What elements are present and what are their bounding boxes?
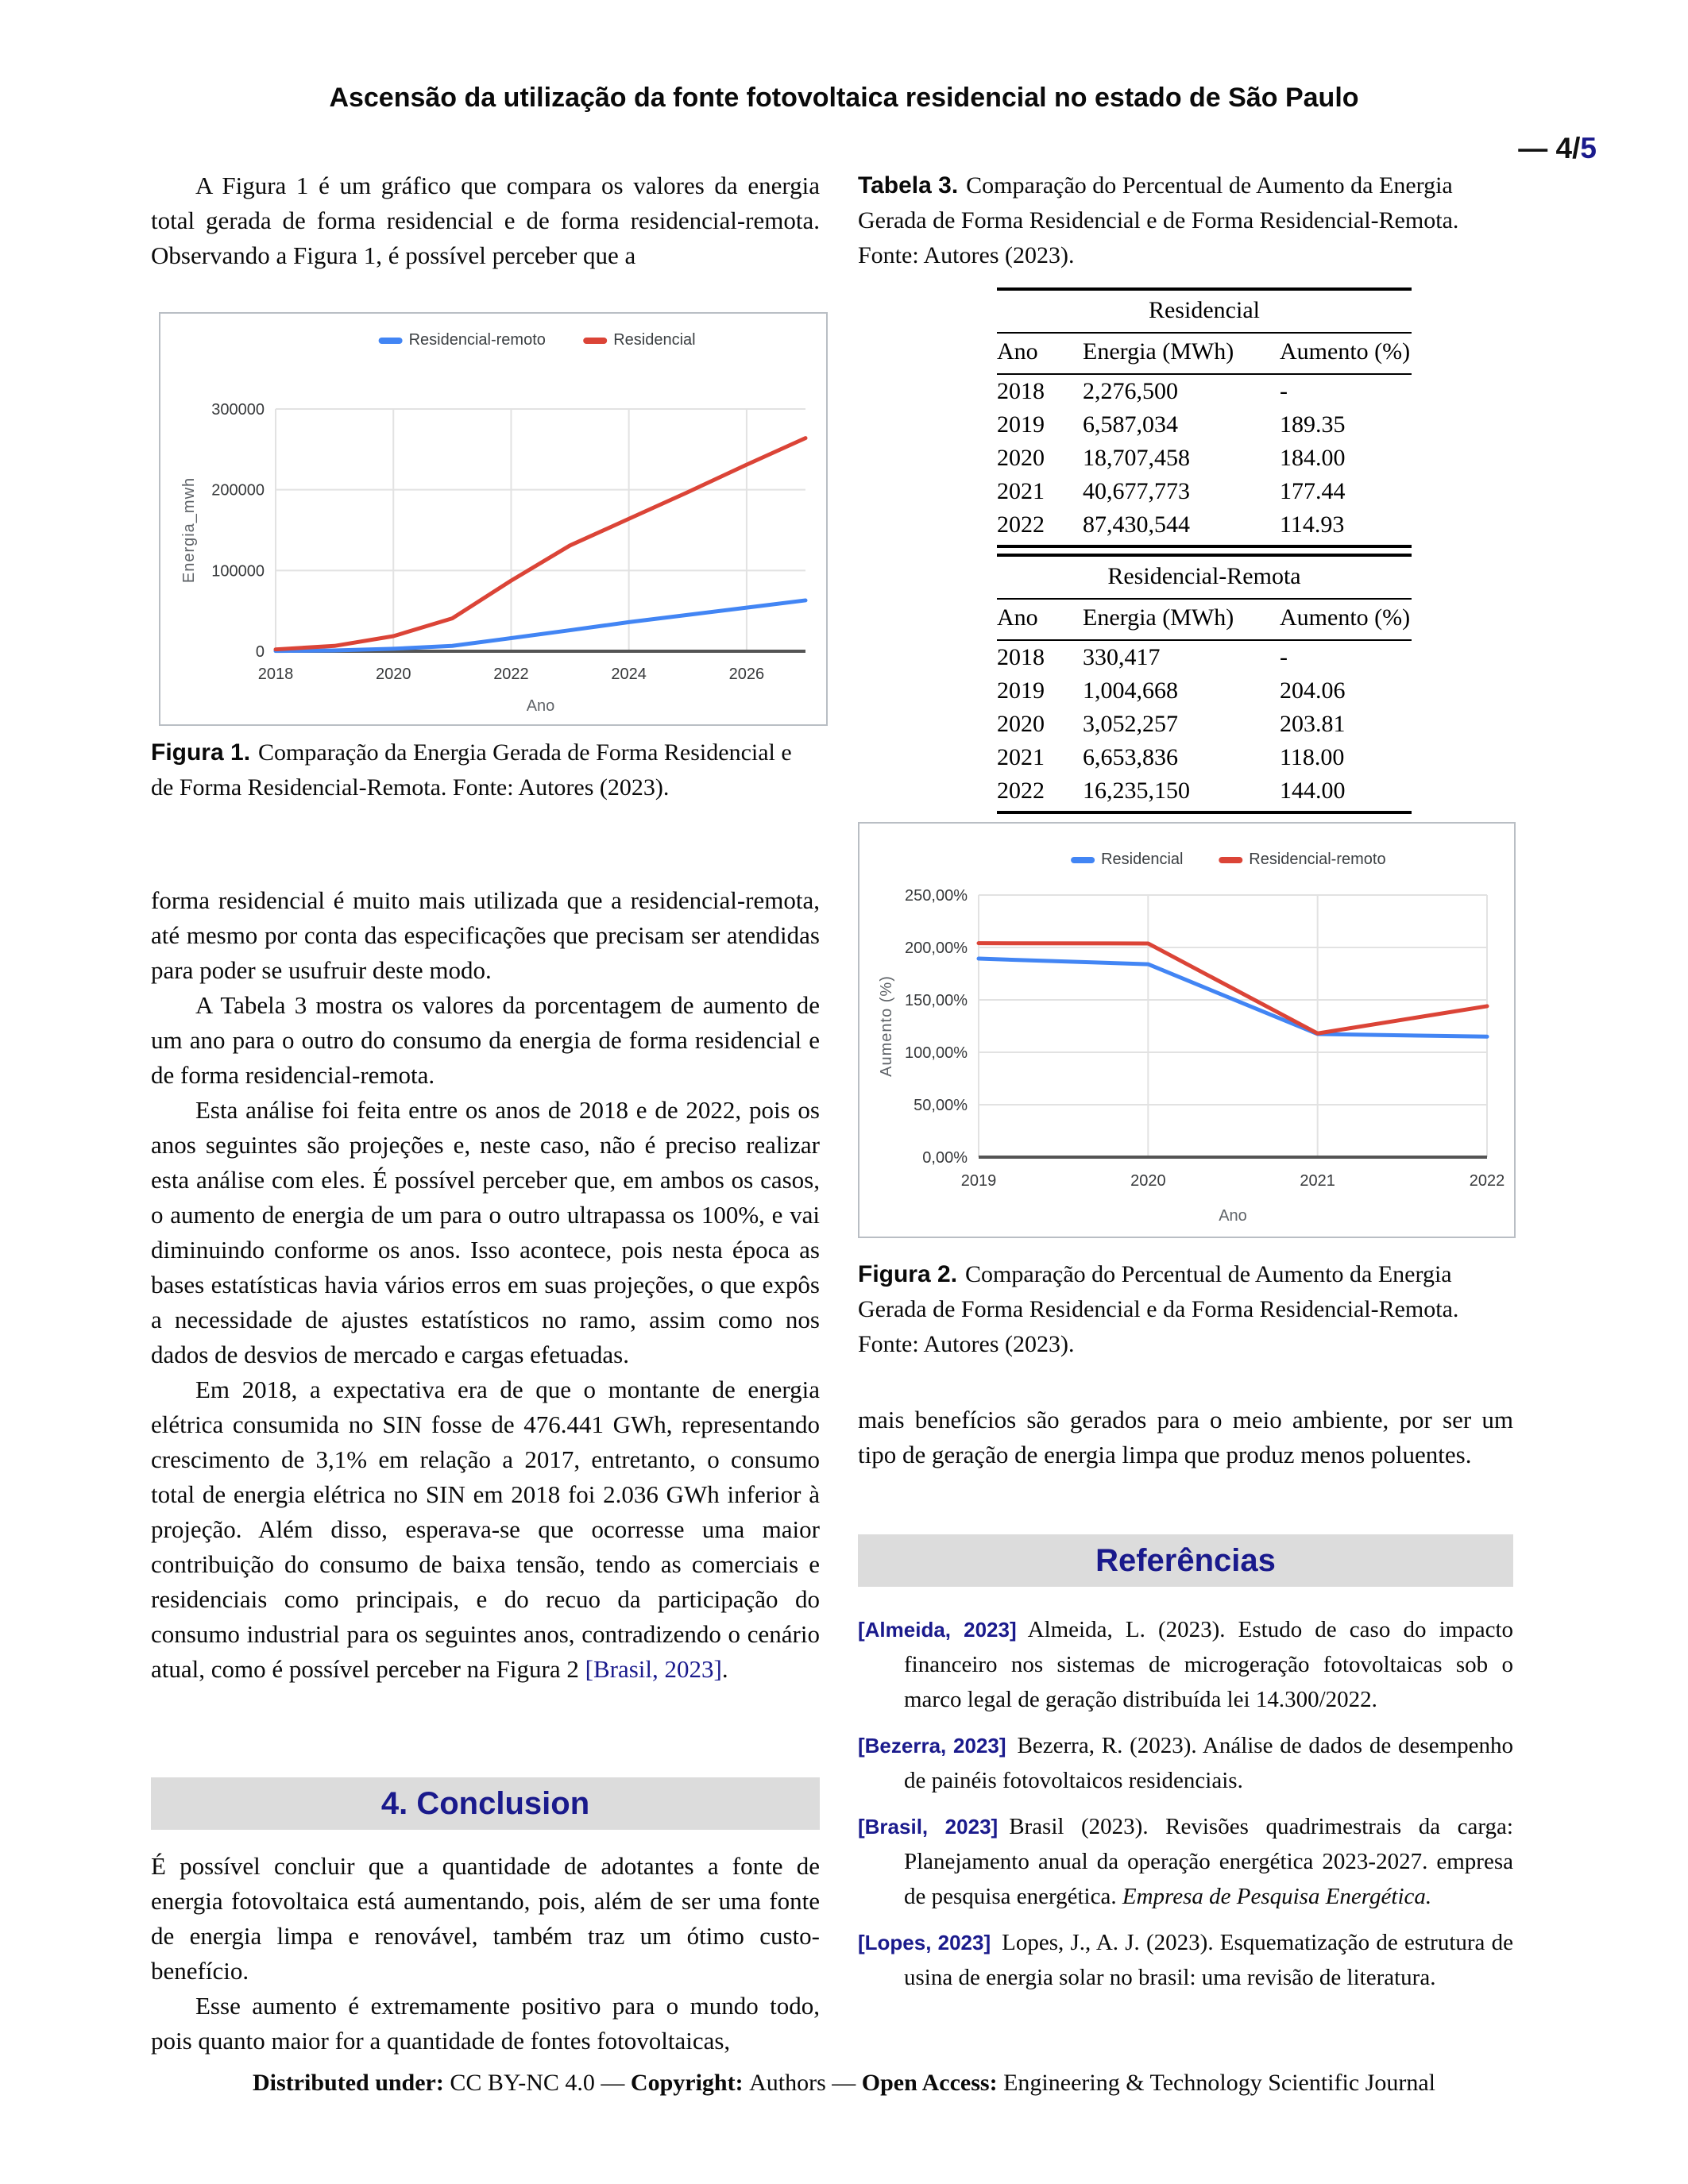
table-cell: 118.00: [1280, 744, 1345, 770]
svg-text:Ano: Ano: [1219, 1207, 1247, 1225]
table-cell: 18,707,458: [1083, 445, 1190, 471]
table-cell: 40,677,773: [1083, 478, 1190, 504]
paragraph: A Figura 1 é um gráfico que compara os valores da energia total gerada de forma residencial e de forma residencial-remota. Observando a Figura 1, é possível perceber que a: [151, 172, 820, 269]
table-section-title: Residencial: [997, 291, 1412, 334]
table-section: [997, 287, 1412, 548]
table-header-row: [997, 334, 1412, 375]
reference-text: Bezerra, R. (2023). Análise de dados de desempenho de painéis fotovoltaicos residenciais.: [904, 1733, 1513, 1793]
table-cell: Ano: [997, 338, 1038, 365]
footer-text: CC BY-NC 4.0 —: [450, 2070, 631, 2096]
reference-text: Lopes, J., A. J. (2023). Esquematização de estrutura de usina de energia solar no brasil: uma revisão de literatura.: [904, 1930, 1514, 1990]
conclusion-heading: 4. Conclusion: [380, 1785, 590, 1821]
references-heading: Referências: [1095, 1542, 1276, 1578]
table-cell: 6,653,836: [1083, 744, 1178, 770]
paragraph: mais benefícios são gerados para o meio ambiente, por ser um tipo de geração de energia limpa que produz menos poluentes.: [858, 1406, 1513, 1468]
table-cell: 184.00: [1280, 445, 1346, 471]
paragraph: É possível concluir que a quantidade de adotantes a fonte de energia fotovoltaica está aumentando, pois, além de ser uma fonte de energia limpa e renovável, também traz um ótimo custo-benefício.: [151, 1852, 820, 1985]
svg-text:2018: 2018: [257, 666, 294, 683]
table-cell: Aumento (%): [1280, 604, 1411, 631]
table-cell: 2021: [997, 744, 1045, 770]
footer-line: [0, 2070, 1688, 2097]
table-cell: -: [1280, 378, 1288, 404]
svg-text:2020: 2020: [375, 666, 411, 683]
svg-text:Residencial: Residencial: [1101, 851, 1184, 868]
figure2-caption-text: Comparação do Percentual de Aumento da Energia Gerada de Forma Residencial e da Forma Residencial-Remota. Fonte: Autores (2023).: [858, 1261, 1459, 1357]
table-cell: 114.93: [1280, 511, 1345, 538]
svg-text:300000: 300000: [211, 401, 265, 419]
table-row: [997, 375, 1412, 408]
paragraph: A Tabela 3 mostra os valores da porcentagem de aumento de um ano para o outro do consumo da energia de forma residencial e de forma residencial-remota.: [151, 991, 820, 1089]
footer-text: Engineering & Technology Scientific Journal: [1003, 2070, 1435, 2096]
svg-text:2022: 2022: [1469, 1172, 1505, 1190]
table-cell: 2019: [997, 411, 1045, 438]
figure1-caption-text: Comparação da Energia Gerada de Forma Residencial e de Forma Residencial-Remota. Fonte: Autores (2023).: [151, 739, 792, 801]
figure1-caption: [151, 735, 820, 805]
table-cell: 2018: [997, 378, 1045, 404]
reference-text: Brasil (2023). Revisões quadrimestrais da carga: Planejamento anual da operação energética 2023-2027. empresa de pesquisa energética.: [904, 1814, 1513, 1909]
references-heading-bar: [858, 1534, 1513, 1587]
table-cell: 2018: [997, 644, 1045, 670]
table-cell: 2019: [997, 677, 1045, 704]
paragraph: Esse aumento é extremamente positivo para o mundo todo, pois quanto maior for a quantidade de fontes fotovoltaicas,: [151, 1992, 820, 2055]
footer-label: Open Access:: [861, 2070, 1004, 2096]
table-cell: 2020: [997, 711, 1045, 737]
table-cell: 2021: [997, 478, 1045, 504]
table-cell: 204.06: [1280, 677, 1346, 704]
table-cell: 2022: [997, 511, 1045, 538]
svg-text:150,00%: 150,00%: [905, 992, 968, 1009]
svg-text:200,00%: 200,00%: [905, 940, 968, 957]
svg-text:2024: 2024: [611, 666, 647, 683]
reference-label: [Almeida, 2023]: [858, 1618, 1017, 1642]
paragraph: Esta análise foi feita entre os anos de 2018 e de 2022, pois os anos seguintes são projeções e, neste caso, não é preciso realizar esta análise com eles. É possível perceber que, em ambos os casos, o aumento de energia de um para o outro ultrapassa os 100%, e vai diminuindo conforme os anos. Isso acontece, pois nesta época as bases estatísticas havia vários erros em suas projeções, o que expôs a necessidade de ajustes estatísticos no ramo, assim como nos dados de desvios de mercado e cargas efetuadas.: [151, 1096, 820, 1368]
table-cell: -: [1280, 644, 1288, 670]
table-row: [997, 641, 1412, 674]
table-cell: Ano: [997, 604, 1038, 631]
table3-caption: [858, 168, 1513, 273]
svg-text:Aumento (%): Aumento (%): [878, 975, 895, 1077]
svg-text:50,00%: 50,00%: [914, 1097, 968, 1114]
svg-text:2021: 2021: [1300, 1172, 1335, 1190]
svg-text:250,00%: 250,00%: [905, 887, 968, 905]
table-cell: 3,052,257: [1083, 711, 1178, 737]
table-row: [997, 508, 1412, 542]
paragraph: forma residencial é muito mais utilizada que a residencial-remota, até mesmo por conta das especificações que precisam ser atendidas para poder se usufruir deste modo.: [151, 886, 820, 984]
footer-label: Copyright:: [630, 2070, 750, 2096]
table-header-row: [997, 600, 1412, 641]
reference-item: [858, 1925, 1513, 1995]
reference-label: [Brasil, 2023]: [858, 1815, 999, 1839]
table-cell: Energia (MWh): [1083, 338, 1234, 365]
citation-brasil-2023[interactable]: [Brasil, 2023]: [585, 1655, 722, 1683]
footer-label: Distributed under:: [253, 2070, 450, 2096]
reference-label: [Bezerra, 2023]: [858, 1734, 1006, 1758]
reference-text: Almeida, L. (2023). Estudo de caso do impacto financeiro nos sistemas de microgeração fotovoltaicas sob o marco legal de geração distribuída lei 14.300/2022.: [904, 1617, 1513, 1712]
table3-caption-text: Comparação do Percentual de Aumento da Energia Gerada de Forma Residencial e de Forma Residencial-Remota. Fonte: Autores (2023).: [858, 172, 1459, 268]
footer-text: Authors —: [749, 2070, 862, 2096]
table-cell: 16,235,150: [1083, 778, 1190, 804]
reference-item: [858, 1612, 1513, 1717]
svg-text:0: 0: [255, 643, 265, 661]
figure2-caption: [858, 1257, 1513, 1362]
table-row: [997, 708, 1412, 741]
conclusion-heading-bar: [151, 1777, 820, 1830]
table-row: [997, 442, 1412, 475]
figure2-label: Figura 2.: [858, 1261, 958, 1287]
svg-text:100000: 100000: [211, 562, 265, 581]
right-body: [858, 1403, 1513, 1472]
table-cell: 189.35: [1280, 411, 1346, 438]
table-cell: Aumento (%): [1280, 338, 1411, 365]
table-cell: 330,417: [1083, 644, 1161, 670]
table-row: [997, 475, 1412, 508]
paragraph-text: Em 2018, a expectativa era de que o montante de energia elétrica consumida no SIN fosse de 476.441 GWh, representando crescimento de 3,1% em relação a 2017, entretanto, o consumo total de energia elétrica no SIN em 2018 foi 2.036 GWh inferior à projeção. Além disso, esperava-se que ocorresse uma maior contribuição do consumo de baixa tensão, tendo as comerciais e residenciais como principais, e do recuo da participação do consumo industrial para os seguintes anos, contradizendo o cenário atual, como é possível perceber na Figura 2: [151, 1376, 820, 1683]
svg-text:0,00%: 0,00%: [922, 1149, 968, 1167]
svg-text:200000: 200000: [211, 481, 265, 500]
table-3: [997, 287, 1412, 814]
table-cell: 1,004,668: [1083, 677, 1178, 704]
table-section: [997, 554, 1412, 814]
paper-title: Ascensão da utilização da fonte fotovoltaica residencial no estado de São Paulo: [329, 83, 1359, 113]
figure1-label: Figura 1.: [151, 739, 251, 766]
svg-text:Residencial: Residencial: [613, 331, 696, 349]
table-cell: 2022: [997, 778, 1045, 804]
reference-item: [858, 1728, 1513, 1798]
figure2-chart: [858, 822, 1516, 1238]
page-number-prefix: — 4/: [1518, 132, 1581, 164]
figure1-chart: [159, 312, 828, 726]
reference-item: [858, 1809, 1513, 1914]
left-paragraph-intro: [151, 168, 820, 273]
table3-label: Tabela 3.: [858, 172, 959, 199]
svg-text:Ano: Ano: [526, 697, 555, 715]
svg-text:100,00%: 100,00%: [905, 1044, 968, 1062]
page-number-link[interactable]: 5: [1580, 132, 1597, 164]
table-row: [997, 674, 1412, 708]
svg-text:Energia_mwh: Energia_mwh: [180, 477, 198, 584]
left-body: [151, 883, 820, 1687]
reference-text-italic: Empresa de Pesquisa Energética.: [1122, 1884, 1432, 1909]
svg-text:2026: 2026: [728, 666, 765, 683]
svg-text:Residencial-remoto: Residencial-remoto: [408, 331, 546, 349]
table-cell: 203.81: [1280, 711, 1346, 737]
table-cell: 2,276,500: [1083, 378, 1178, 404]
paragraph-text: .: [721, 1655, 728, 1683]
reference-label: [Lopes, 2023]: [858, 1931, 991, 1954]
svg-text:2019: 2019: [960, 1172, 997, 1190]
table-section-title: Residencial-Remota: [997, 557, 1412, 600]
table-cell: 177.44: [1280, 478, 1346, 504]
table-cell: 144.00: [1280, 778, 1346, 804]
conclusion-body: [151, 1849, 820, 2059]
paragraph: [151, 1372, 820, 1687]
table-cell: Energia (MWh): [1083, 604, 1234, 631]
svg-text:Residencial-remoto: Residencial-remoto: [1249, 851, 1386, 868]
table-cell: 6,587,034: [1083, 411, 1178, 438]
references-list: [858, 1612, 1513, 2006]
table-row: [997, 408, 1412, 442]
table-row: [997, 774, 1412, 808]
svg-text:2020: 2020: [1130, 1172, 1166, 1190]
svg-text:2022: 2022: [493, 666, 529, 683]
table-row: [997, 741, 1412, 774]
table-cell: 2020: [997, 445, 1045, 471]
table-cell: 87,430,544: [1083, 511, 1190, 538]
page-number: [0, 132, 1597, 165]
